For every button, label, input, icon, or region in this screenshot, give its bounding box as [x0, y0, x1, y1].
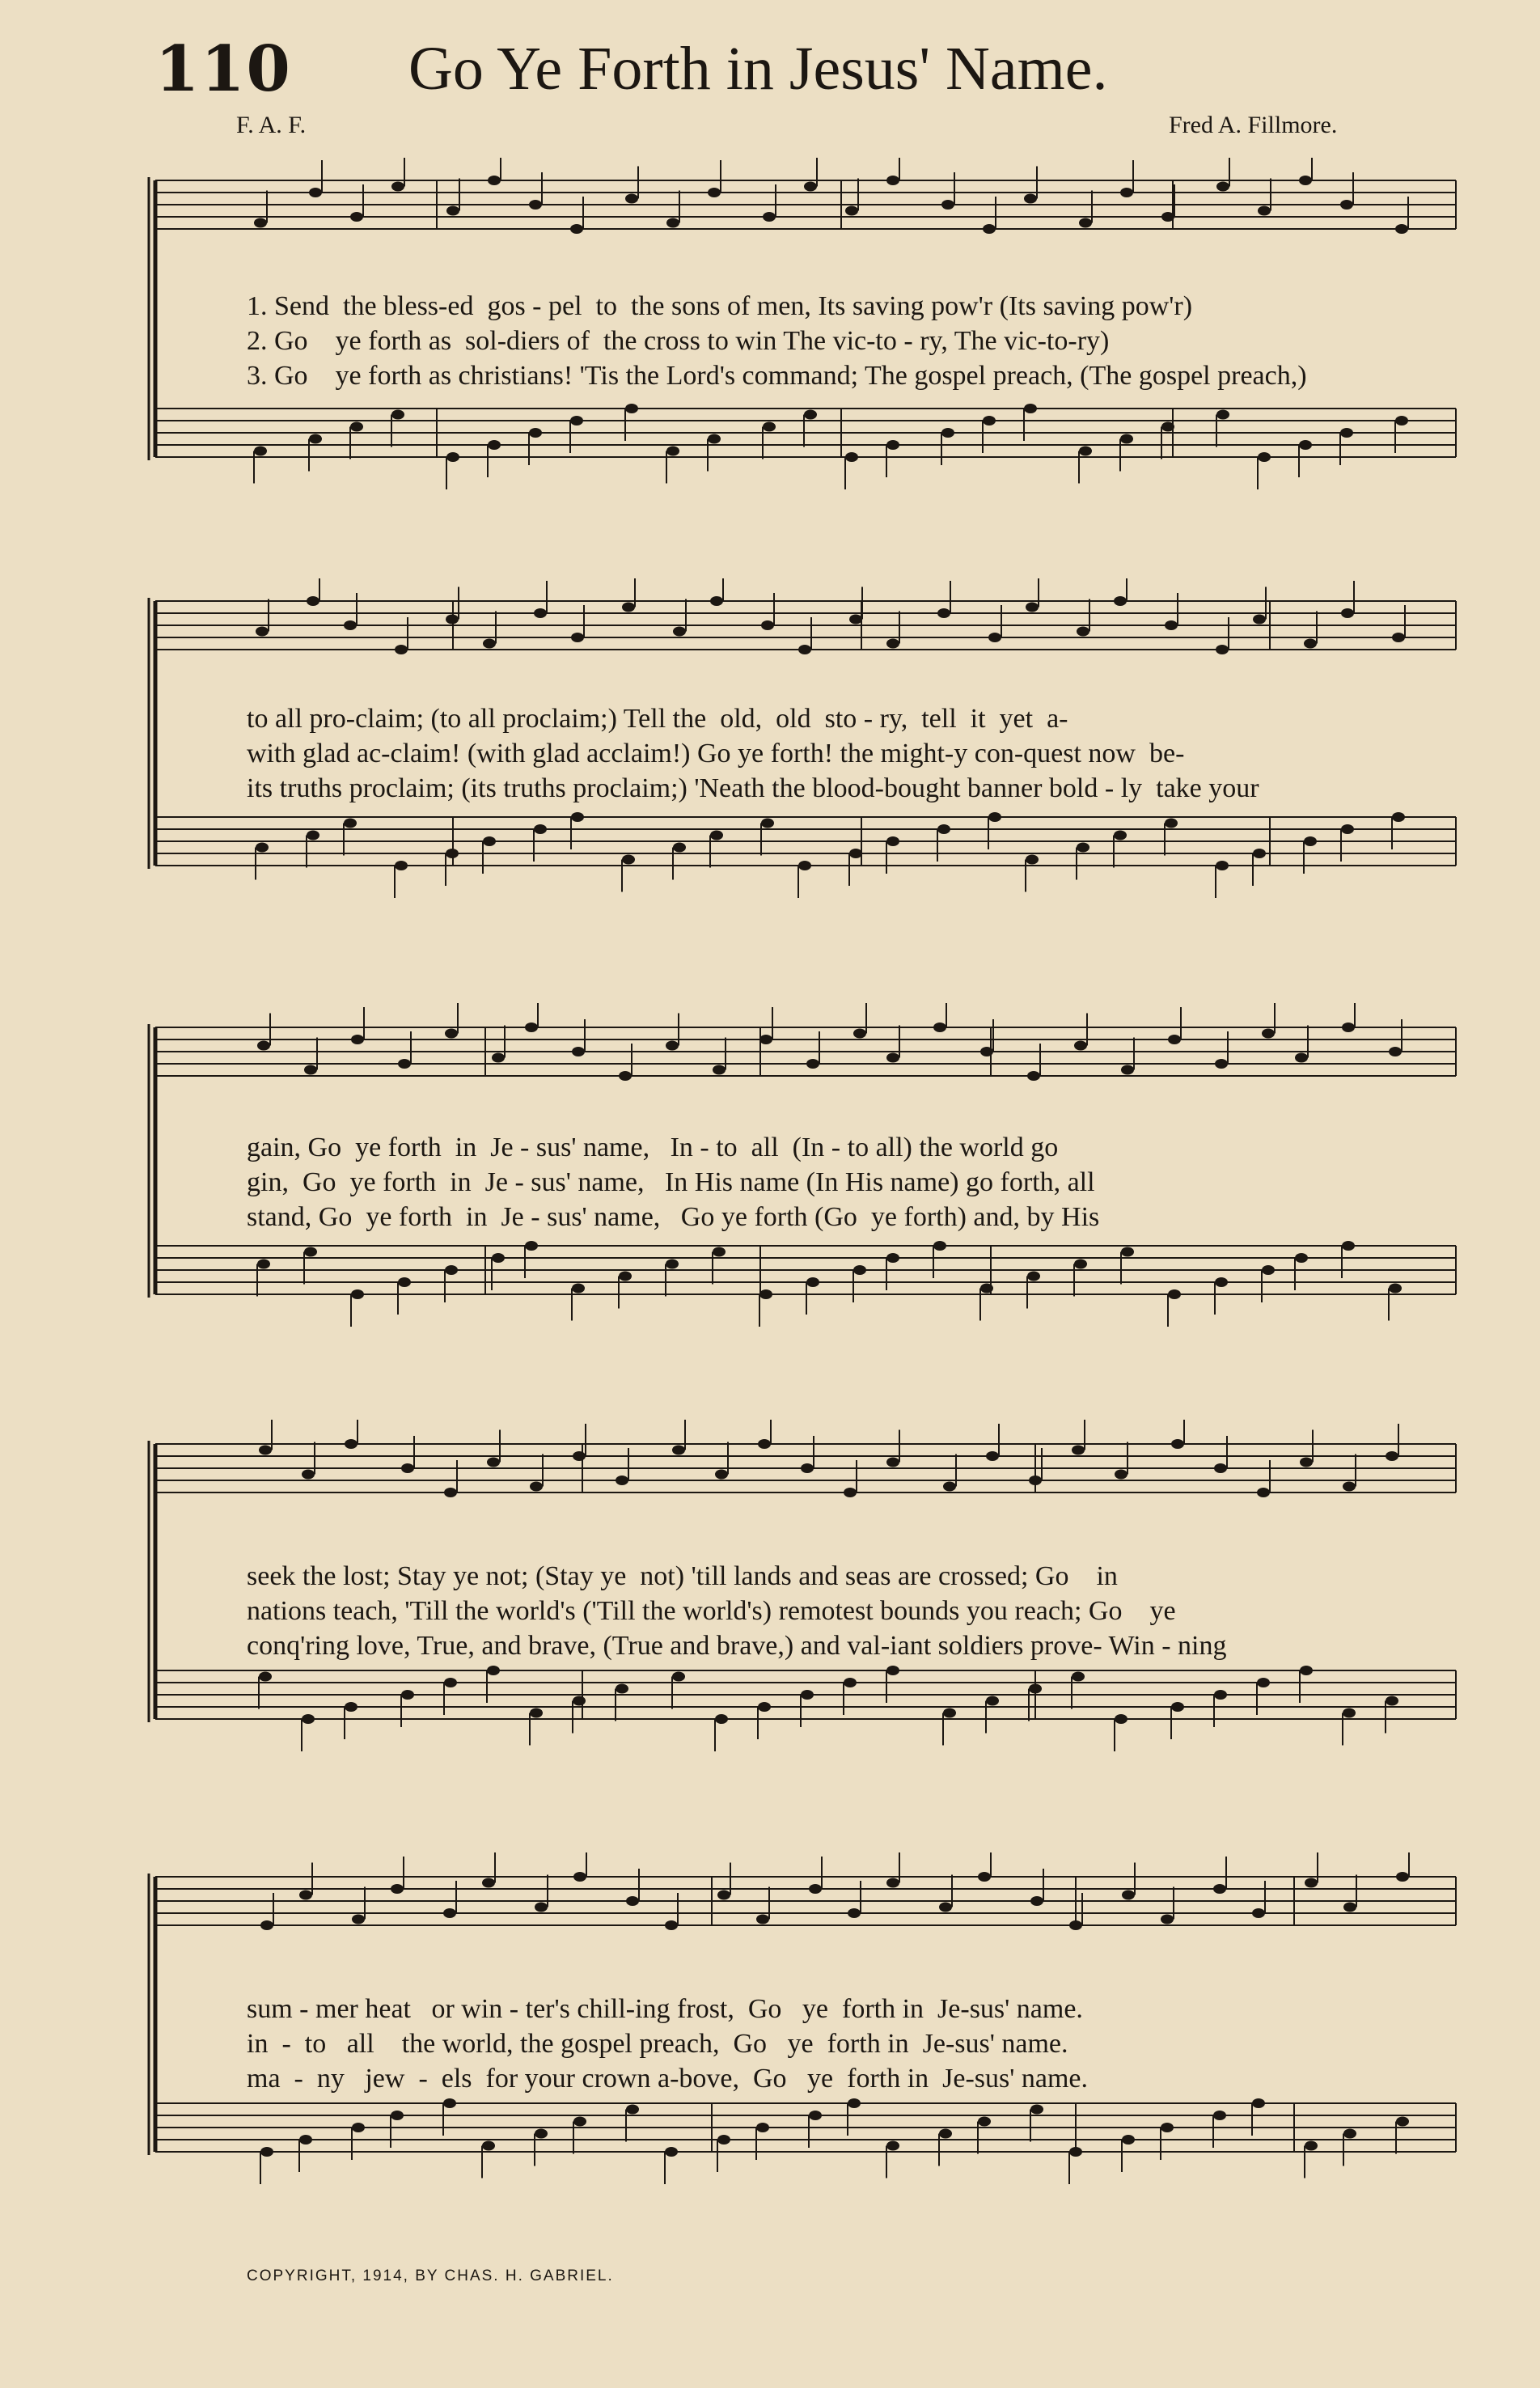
lyric-line: seek the lost; Stay ye not; (Stay ye not) 'till lands and seas are crossed; Go in — [247, 1561, 1118, 1591]
words-credit: F. A. F. — [236, 112, 307, 138]
music-system-5 — [0, 1852, 1540, 2217]
lyric-line: gain, Go ye forth in Je - sus' name, In - to all (In - to all) the world go — [247, 1133, 1059, 1162]
hymn-number: 110 — [155, 32, 292, 106]
lyric-line: stand, Go ye forth in Je - sus' name, Go ye forth (Go ye forth) and, by His — [247, 1202, 1100, 1232]
lyric-line: gin, Go ye forth in Je - sus' name, In His name (In His name) go forth, all — [247, 1167, 1095, 1197]
music-system-3 — [0, 1003, 1540, 1367]
lyric-line: sum - mer heat or win - ter's chill-ing frost, Go ye forth in Je-sus' name. — [247, 1994, 1083, 2024]
lyric-line: with glad ac-claim! (with glad acclaim!) Go ye forth! the might-y con-quest now be- — [247, 739, 1185, 768]
hymn-header — [0, 0, 1540, 162]
hymn-title: Go Ye Forth in Jesus' Name. — [408, 35, 1108, 103]
lyric-line: to all pro-claim; (to all proclaim;) Tell the old, old sto - ry, tell it yet a- — [247, 704, 1068, 734]
lyric-line: nations teach, 'Till the world's ('Till the world's) remotest bounds you reach; Go ye — [247, 1596, 1176, 1626]
lyric-line: 3. Go ye forth as christians! 'Tis the Lord's command; The gospel preach, (The gospel preach,) — [247, 361, 1307, 391]
music-system-1 — [0, 158, 1540, 522]
lyric-line: in - to all the world, the gospel preach, Go ye forth in Je-sus' name. — [247, 2029, 1068, 2059]
music-credit: Fred A. Fillmore. — [1169, 112, 1338, 138]
lyric-line: conq'ring love, True, and brave, (True and brave,) and val-iant soldiers prove- Win - ning — [247, 1631, 1227, 1661]
copyright-notice: COPYRIGHT, 1914, BY CHAS. H. GABRIEL. — [247, 2267, 614, 2284]
lyric-line: ma - ny jew - els for your crown a-bove, Go ye forth in Je-sus' name. — [247, 2064, 1089, 2094]
music-system-2 — [0, 578, 1540, 942]
lyric-line: 1. Send the bless-ed gos - pel to the sons of men, Its saving pow'r (Its saving pow'r) — [247, 291, 1193, 321]
music-system-4 — [0, 1420, 1540, 1784]
lyric-line: 2. Go ye forth as sol-diers of the cross to win The vic-to - ry, The vic-to-ry) — [247, 326, 1110, 356]
lyric-line: its truths proclaim; (its truths proclaim;) 'Neath the blood-bought banner bold - ly take your — [247, 773, 1259, 803]
